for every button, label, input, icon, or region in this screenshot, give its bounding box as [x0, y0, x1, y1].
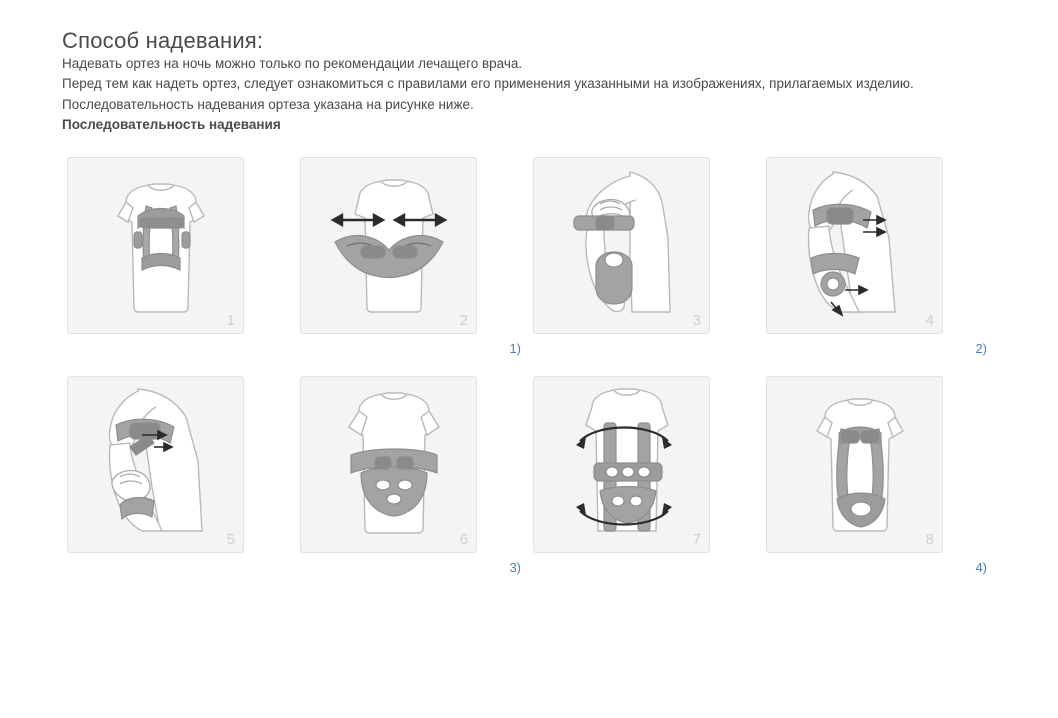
illustration-strap-adjust-icon: [767, 158, 942, 333]
figure-cell-1: [67, 157, 272, 334]
page-left-margin: [0, 0, 3, 718]
paragraph-3: Последовательность надевания ортеза указана на рисунке ниже.: [62, 96, 474, 112]
figure-grid: [67, 157, 1018, 575]
figure-cell-7: [533, 376, 738, 553]
figure-number: 7: [692, 531, 701, 548]
illustration-hand-holds-strap-icon: [534, 158, 709, 333]
figure-number: 3: [692, 312, 701, 329]
illustration-tightening-arrows-icon: [534, 377, 709, 552]
figure-step-label: 3): [509, 560, 521, 575]
figure-7: [533, 376, 710, 553]
paragraph-1: Надевать ортез на ночь можно только по рекомендации лечащего врача.: [62, 56, 523, 71]
figure-step-label: 1): [509, 341, 521, 356]
figure-step-label: 4): [975, 560, 987, 575]
figure-number: 2: [459, 312, 468, 329]
figure-5: [67, 376, 244, 553]
figure-cell-4: [766, 157, 987, 356]
figure-8: [766, 376, 943, 553]
row-spacer: [766, 342, 971, 368]
figure-1: [67, 157, 244, 334]
figure-number: 8: [925, 531, 934, 548]
illustration-straps-pull-icon: [301, 158, 476, 333]
illustration-final-back-view-icon: [767, 377, 942, 552]
figure-4: [766, 157, 943, 334]
illustration-securing-strap-icon: [68, 377, 243, 552]
section-subheading: Последовательность надевания: [62, 116, 281, 132]
figure-cell-5: [67, 376, 272, 553]
figure-2: [300, 157, 477, 334]
figure-number: 6: [459, 531, 468, 548]
figure-number: 4: [925, 312, 934, 329]
illustration-back-view-icon: [68, 158, 243, 333]
figure-number: 5: [226, 531, 235, 548]
figure-3: [533, 157, 710, 334]
row-spacer: [533, 342, 738, 368]
figure-cell-6: [300, 376, 521, 575]
figure-step-label: 2): [975, 341, 987, 356]
paragraph-2: Перед тем как надеть ортез, следует ознакомиться с правилами его применения указанными на изображениях, прилагаемых изделию.: [62, 76, 914, 92]
figure-6: [300, 376, 477, 553]
figure-number: 1: [226, 312, 235, 329]
figure-cell-3: [533, 157, 738, 334]
row-spacer: [300, 342, 505, 368]
figure-cell-8: [766, 376, 987, 575]
illustration-belt-front-icon: [301, 377, 476, 552]
figure-cell-2: [300, 157, 521, 356]
row-spacer: [67, 342, 272, 368]
page-title: Способ надевания:: [62, 28, 264, 53]
